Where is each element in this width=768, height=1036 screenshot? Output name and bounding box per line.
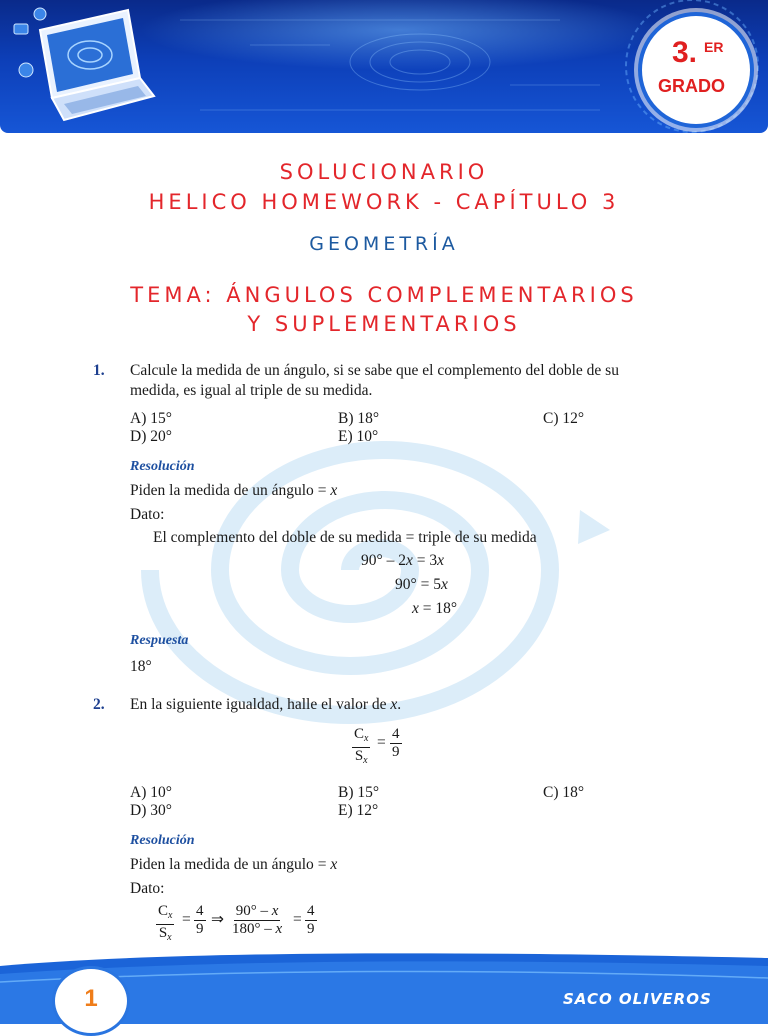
topic-line2: Y SUPLEMENTARIOS xyxy=(247,312,521,336)
step3-text: = 18° xyxy=(418,600,458,617)
header-banner xyxy=(0,0,768,133)
option-d: D) 20° xyxy=(130,428,172,445)
fraction-cx-sx xyxy=(352,726,370,769)
laptop-icon xyxy=(14,8,154,120)
dato-label: Dato: xyxy=(130,506,165,523)
question-number: 2. xyxy=(93,696,105,713)
option-e: E) 10° xyxy=(338,428,379,445)
frac-c: C xyxy=(354,726,365,742)
frac-sub2: x xyxy=(363,755,368,766)
equation-step-3 xyxy=(412,599,457,619)
variable-x: x xyxy=(330,856,338,873)
fraction-4-9 xyxy=(194,903,206,938)
option-b: B) 18° xyxy=(338,410,380,427)
subject-title: GEOMETRÍA xyxy=(309,233,459,255)
piden-text: Piden la medida de un ángulo xyxy=(130,482,314,499)
question2-period: . xyxy=(397,696,402,713)
page-number: 1 xyxy=(84,985,98,1012)
answer-label: Respuesta xyxy=(130,633,189,648)
step1-mid: = 3 xyxy=(412,552,438,569)
frac-num: 4 xyxy=(392,726,400,742)
page-number-badge xyxy=(52,966,130,1036)
mid-var: x xyxy=(271,903,279,919)
equals-sign: = xyxy=(317,482,331,499)
grade-number: 3. xyxy=(672,36,698,69)
piden-text: Piden la medida de un ángulo xyxy=(130,856,314,873)
dato-label: Dato: xyxy=(130,880,165,897)
question-text xyxy=(130,695,401,715)
grade-badge xyxy=(638,12,754,128)
frac-sub2: x xyxy=(167,932,172,943)
option-a: A) 10° xyxy=(130,784,172,801)
fraction-cx-sx xyxy=(156,903,174,946)
resolution-label: Resolución xyxy=(130,459,195,474)
option-c: C) 18° xyxy=(543,784,585,801)
mid-var2: x xyxy=(275,921,283,937)
equation-step-1 xyxy=(361,551,444,571)
frac-c: C xyxy=(158,903,169,919)
equals-sign: = xyxy=(182,911,191,928)
mid-den: 180° – xyxy=(232,921,276,937)
frac-sub: x xyxy=(168,910,173,921)
fraction-4-9-result xyxy=(305,903,317,938)
equals-sign: = xyxy=(377,734,386,751)
resolution-label: Resolución xyxy=(130,833,195,848)
frac-sub: x xyxy=(364,733,369,744)
step1-left: 90° – 2 xyxy=(361,552,406,569)
answer-value: 18° xyxy=(130,658,152,675)
brand-name: SACO OLIVEROS xyxy=(563,990,712,1008)
fraction-complement-supplement xyxy=(230,903,284,938)
step2-var: x xyxy=(440,576,448,593)
equals-sign: = xyxy=(293,911,302,928)
topic-line1: TEMA: ÁNGULOS COMPLEMENTARIOS xyxy=(130,283,638,307)
title-line1: SOLUCIONARIO xyxy=(279,160,489,184)
option-c: C) 12° xyxy=(543,410,585,427)
piden-line xyxy=(130,481,337,501)
equals-sign: = xyxy=(317,856,331,873)
frac-s: S xyxy=(158,925,168,941)
step1-var2: x xyxy=(437,552,444,569)
variable-x: x xyxy=(330,482,338,499)
fraction-4-9 xyxy=(390,726,402,761)
grade-suffix: ER xyxy=(704,39,724,55)
question-text-line2: medida, es igual al triple de su medida. xyxy=(130,382,373,399)
frac-den: 9 xyxy=(196,921,204,937)
option-b: B) 15° xyxy=(338,784,380,801)
equation-step-2 xyxy=(395,575,448,595)
implies-arrow: ⇒ xyxy=(211,911,224,928)
title-line2: HELICO HOMEWORK - CAPÍTULO 3 xyxy=(148,190,620,214)
option-a: A) 15° xyxy=(130,410,172,427)
question2-var: x xyxy=(390,696,398,713)
question2-text: En la siguiente igualdad, halle el valor de xyxy=(130,696,387,713)
frac-num: 4 xyxy=(196,903,204,919)
question-number: 1. xyxy=(93,362,105,379)
step1-var: x xyxy=(405,552,413,569)
option-e: E) 12° xyxy=(338,802,379,819)
option-d: D) 30° xyxy=(130,802,172,819)
grade-word: GRADO xyxy=(658,76,725,96)
mid-num: 90° – xyxy=(235,903,272,919)
question-text-line1: Calcule la medida de un ángulo, si se sabe que el complemento del doble de su xyxy=(130,362,619,379)
step2-text: 90° = 5 xyxy=(395,576,441,593)
right-den: 9 xyxy=(307,921,315,937)
frac-den: 9 xyxy=(392,744,400,760)
statement-line: El complemento del doble de su medida = triple de su medida xyxy=(153,529,537,546)
right-num: 4 xyxy=(307,903,315,919)
step3-var: x xyxy=(412,600,419,617)
frac-s: S xyxy=(354,748,364,764)
piden-line xyxy=(130,855,337,875)
